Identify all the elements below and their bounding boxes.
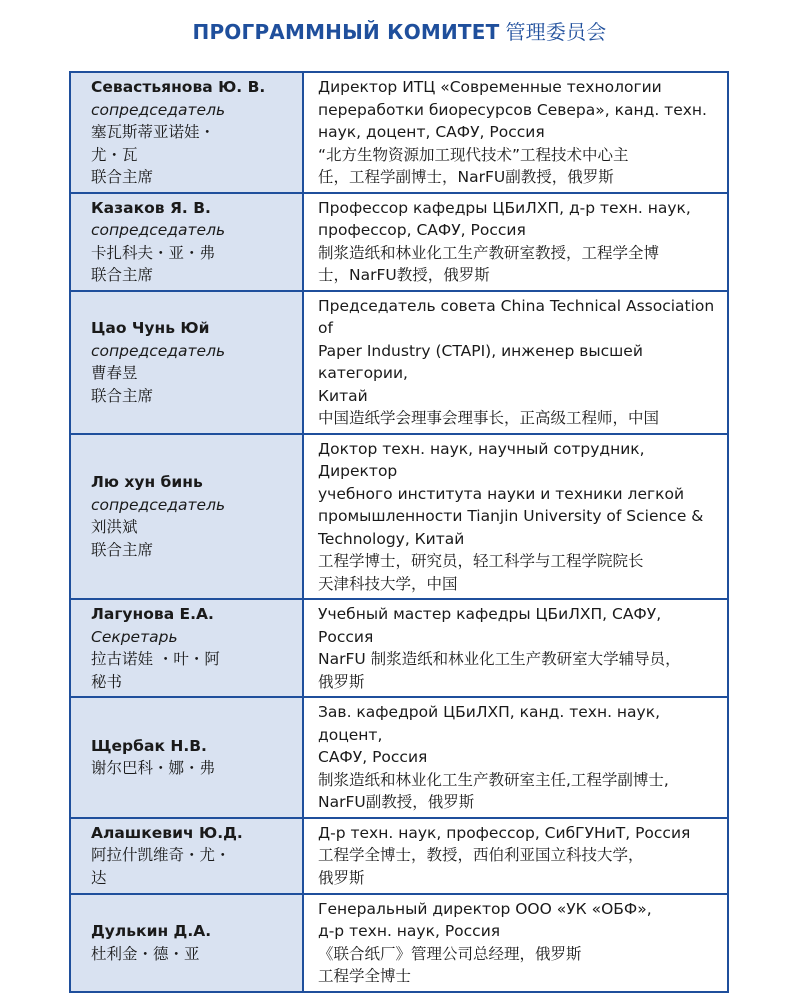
member-description-cell <box>303 193 728 291</box>
page-title <box>0 16 799 45</box>
member-description-cell <box>303 434 728 600</box>
description-line: Директор ИТЦ «Современные технологии <box>318 78 662 96</box>
member-name-cn: 曹春昱 <box>91 364 138 382</box>
member-name-cell <box>70 193 303 291</box>
member-name: Севастьянова Ю. В. <box>91 78 266 96</box>
member-name-cell <box>70 599 303 697</box>
description-line: Paper Industry (CTAPI), инженер высшей категории, <box>318 341 648 382</box>
member-description-cell <box>303 818 728 894</box>
committee-row <box>70 697 728 818</box>
description-line: переработки биоресурсов Севера», канд. техн. <box>318 100 707 119</box>
member-name-cn: 刘洪斌 <box>91 518 138 537</box>
member-role-cn: 秘书 <box>91 672 123 691</box>
description-line: промышленности Tianjin University of Science & <box>318 507 704 525</box>
description-line: 任，工程学副博士，NarFU副教授，俄罗斯 <box>318 168 614 186</box>
member-name: Дулькин Д.А. <box>91 922 212 940</box>
description-line: Д-р техн. наук, профессор, СибГУНиТ, Россия <box>318 823 691 842</box>
description-line: 士，NarFU教授，俄罗斯 <box>318 266 490 284</box>
description-line: наук, доцент, САФУ, Россия <box>318 123 545 141</box>
member-role: сопредседатель <box>91 341 226 360</box>
description-line: 工程学博士，研究员，轻工科学与工程学院院长 <box>318 552 644 570</box>
member-name-cell <box>70 72 303 193</box>
member-role-cn: 联合主席 <box>91 266 154 284</box>
member-name-cell <box>70 894 303 992</box>
description-line: Председатель совета China Technical Association of <box>318 296 720 337</box>
member-name-cn: 谢尔巴科・娜・弗 <box>91 759 216 778</box>
member-role-cn: 联合主席 <box>91 168 154 186</box>
description-line: САФУ, Россия <box>318 748 428 766</box>
member-role: Секретарь <box>91 627 178 646</box>
description-line: д-р техн. наук, Россия <box>318 922 501 940</box>
description-line: Technology, Китай <box>318 529 465 548</box>
member-description-cell <box>303 894 728 992</box>
description-line: 制浆造纸和林业化工生产教研室主任,工程学副博士, <box>318 770 669 789</box>
description-line: 俄罗斯 <box>318 672 365 691</box>
member-name: Лагунова Е.А. <box>91 605 214 623</box>
description-line: Профессор кафедры ЦБиЛХП, д-р техн. наук, <box>318 198 691 217</box>
member-description-cell <box>303 599 728 697</box>
description-line: NarFU 制浆造纸和林业化工生产教研室大学辅导员， <box>318 650 681 668</box>
member-role-cn: 联合主席 <box>91 386 154 405</box>
member-name: Казаков Я. В. <box>91 198 211 217</box>
member-description-cell <box>303 72 728 193</box>
member-name-cn: 阿拉什凯维奇・尤・ 达 <box>91 846 231 887</box>
member-name: Алашкевич Ю.Д. <box>91 823 243 842</box>
description-line: 天津科技大学，中国 <box>318 574 458 593</box>
member-name: Лю хун бинь <box>91 473 203 492</box>
member-name-cn: 塞瓦斯蒂亚诺娃・ 尤・瓦 <box>91 123 216 164</box>
member-description-cell <box>303 697 728 818</box>
committee-row <box>70 193 728 291</box>
title-cn: 管理委员会 <box>505 20 607 44</box>
member-role: сопредседатель <box>91 221 226 239</box>
member-role: сопредседатель <box>91 100 226 119</box>
member-name-cell <box>70 291 303 434</box>
committee-row <box>70 818 728 894</box>
description-line: Генеральный директор ООО «УК «ОБФ», <box>318 899 652 918</box>
title-ru: ПРОГРАММНЫЙ КОМИТЕТ <box>192 20 500 44</box>
member-name-cn: 拉古诺娃 ・叶・阿 <box>91 650 220 668</box>
committee-row <box>70 72 728 193</box>
description-line: Учебный мастер кафедры ЦБиЛХП, САФУ, Россия <box>318 605 667 646</box>
member-name-cn: 杜利金・德・亚 <box>91 944 200 963</box>
member-name-cn: 卡扎科夫・亚・弗 <box>91 243 216 262</box>
description-line: 《联合纸厂》管理公司总经理，俄罗斯 <box>318 944 582 963</box>
description-line: “北方生物资源加工现代技术”工程技术中心主 <box>318 145 629 164</box>
member-name-cell <box>70 697 303 818</box>
description-line: профессор, САФУ, Россия <box>318 221 526 239</box>
committee-row <box>70 894 728 992</box>
committee-row <box>70 291 728 434</box>
description-line: Зав. кафедрой ЦБиЛХП, канд. техн. наук, доцент, <box>318 703 665 744</box>
committee-row <box>70 434 728 600</box>
description-line: Китай <box>318 386 368 405</box>
description-line: NarFU副教授，俄罗斯 <box>318 793 475 811</box>
committee-table <box>69 71 729 993</box>
member-name: Щербак Н.В. <box>91 736 207 755</box>
member-name: Цао Чунь Юй <box>91 319 210 337</box>
member-name-cell <box>70 818 303 894</box>
member-name-cell <box>70 434 303 600</box>
description-line: 工程学全博士，教授，西伯利亚国立科技大学， <box>318 846 644 864</box>
description-line: 工程学全博士 <box>318 967 412 985</box>
description-line: Доктор техн. наук, научный сотрудник, Директор <box>318 439 650 480</box>
description-line: 俄罗斯 <box>318 868 365 887</box>
committee-row <box>70 599 728 697</box>
description-line: учебного института науки и техники легкой <box>318 484 685 503</box>
member-description-cell <box>303 291 728 434</box>
member-role-cn: 联合主席 <box>91 540 154 559</box>
description-line: 中国造纸学会理事会理事长，正高级工程师，中国 <box>318 409 660 427</box>
description-line: 制浆造纸和林业化工生产教研室教授，工程学全博 <box>318 243 660 262</box>
member-role: сопредседатель <box>91 495 226 514</box>
